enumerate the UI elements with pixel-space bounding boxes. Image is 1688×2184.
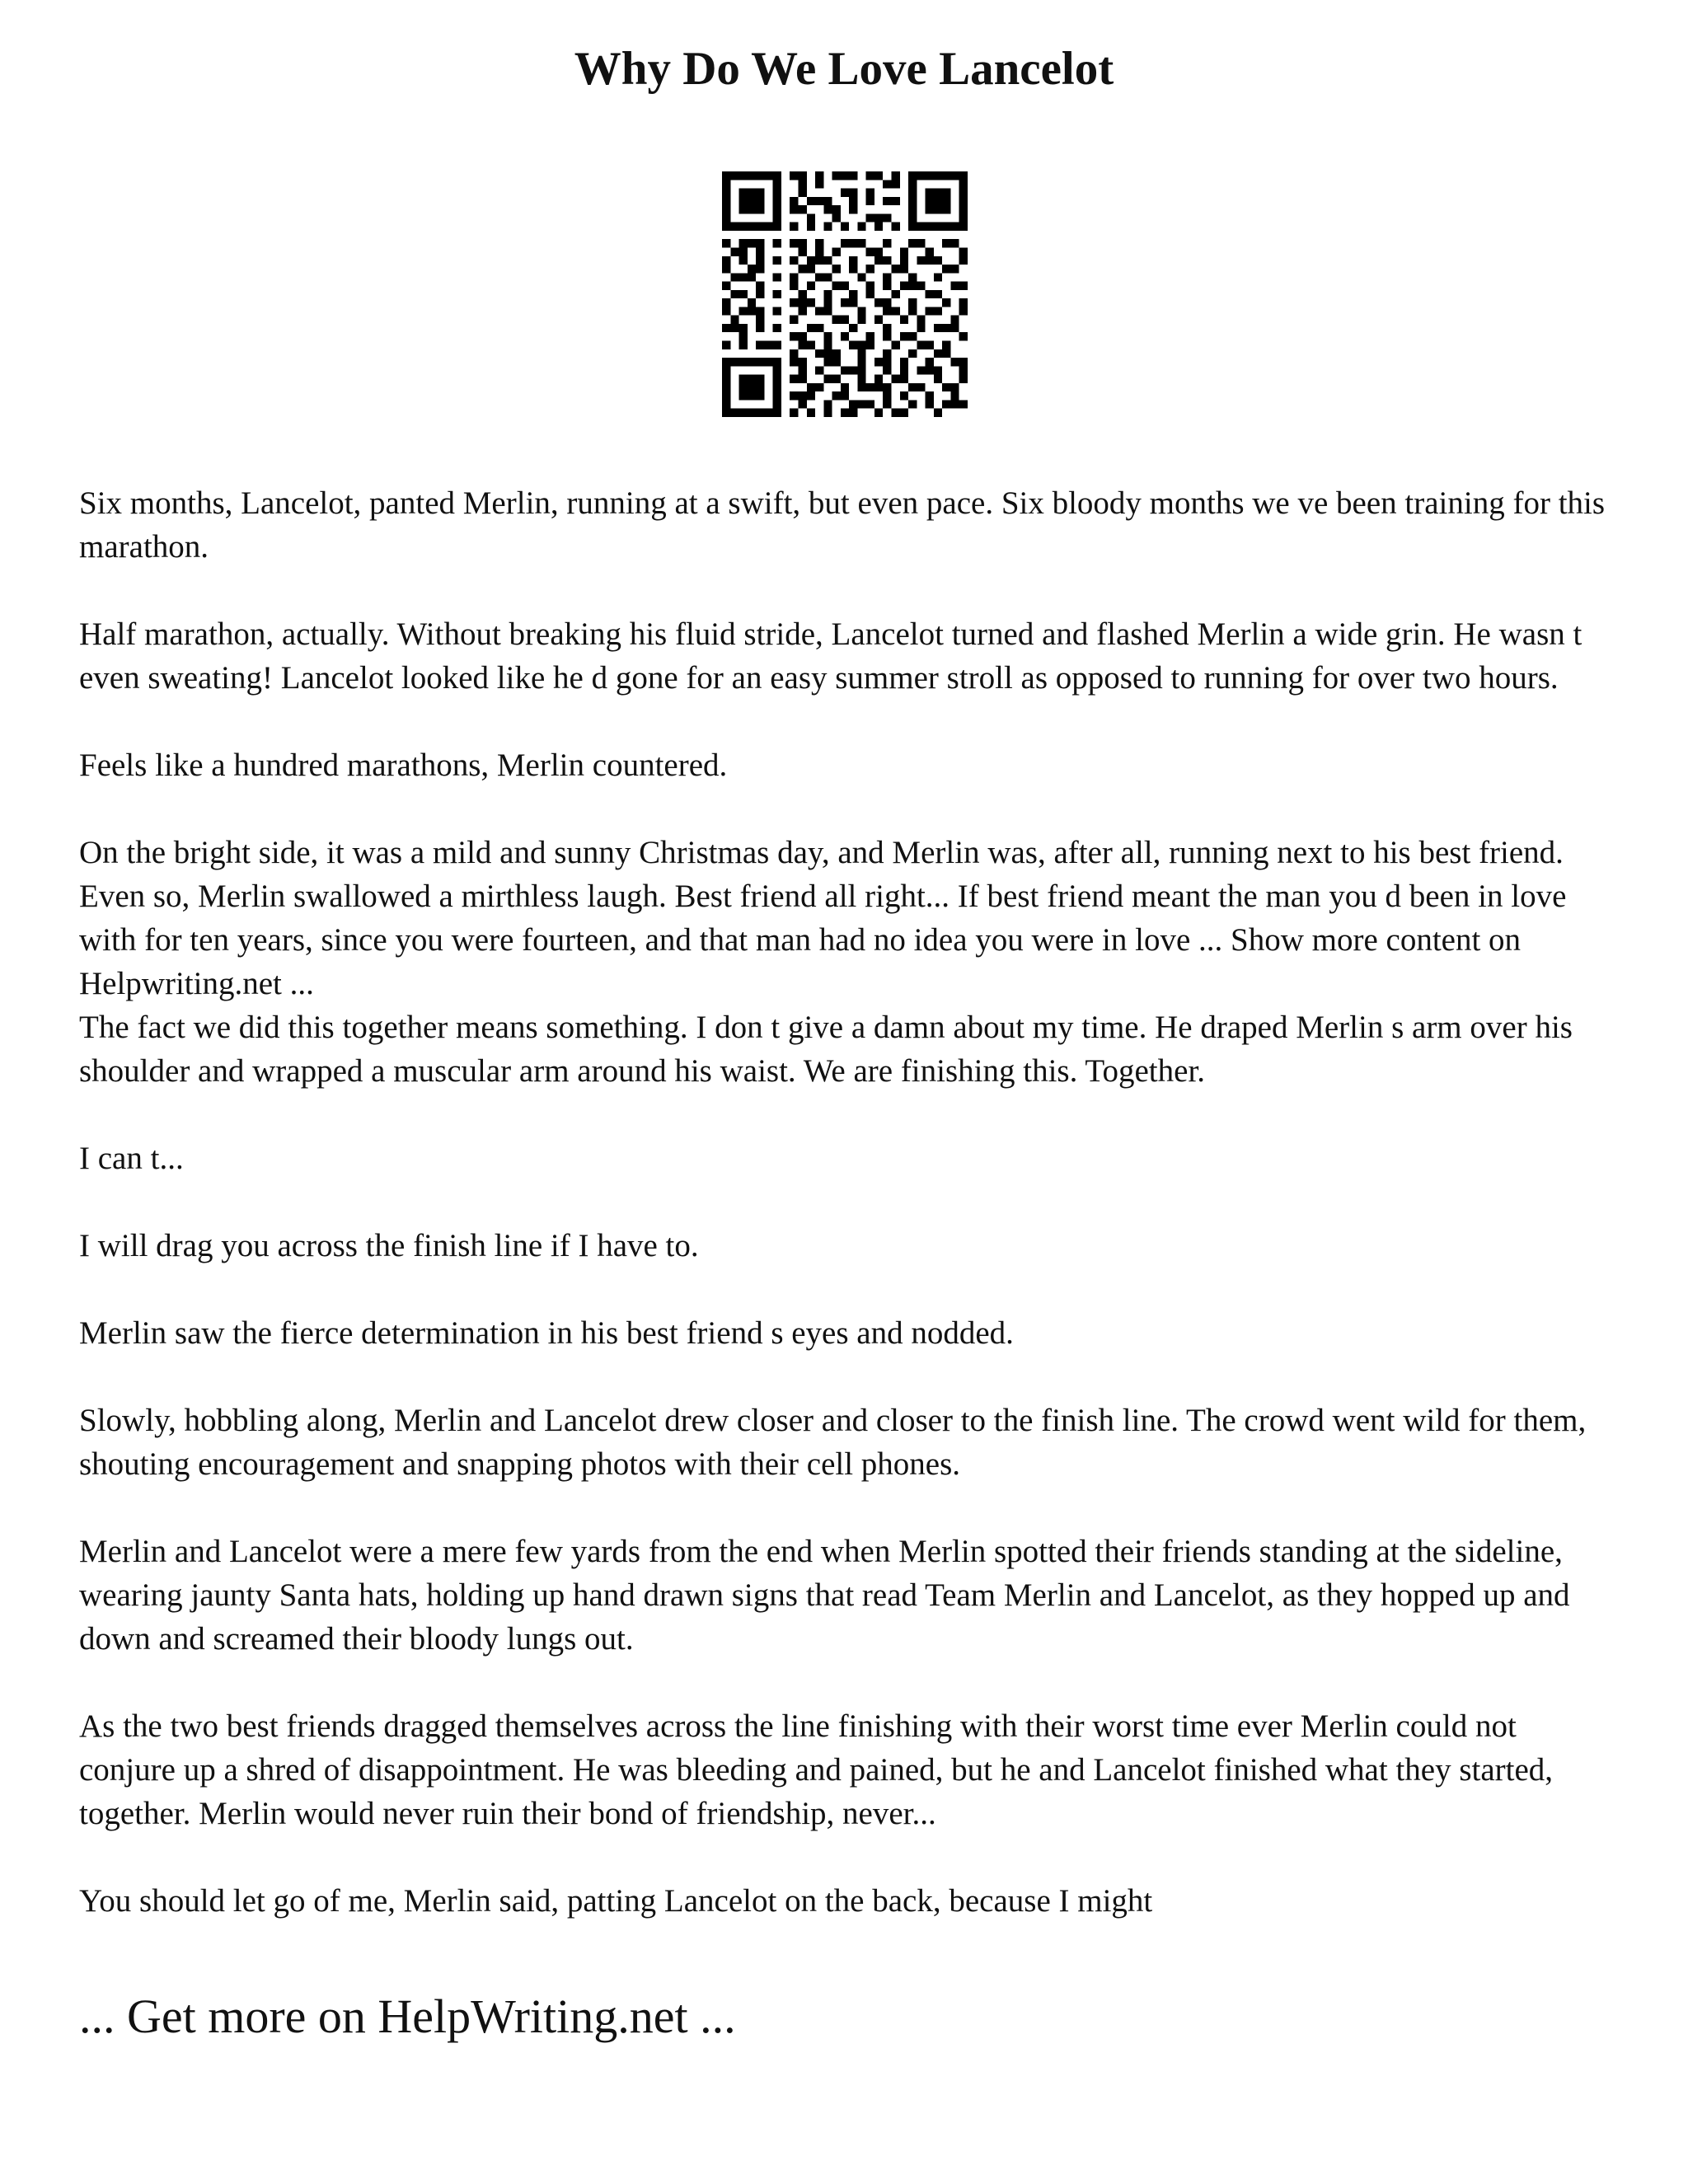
document-title: Why Do We Love Lancelot: [574, 43, 1114, 95]
paragraph: I will drag you across the finish line if I have to.: [79, 1228, 699, 1263]
paragraph: Merlin saw the fierce determination in his best friend s eyes and nodded.: [79, 1315, 1014, 1351]
paragraph: The fact we did this together means something. I don t give a damn about my time. He draped Merlin s arm over his shoulder and wrapped a muscular arm around his waist. We are finishing this. Together.: [79, 1010, 1573, 1089]
paragraph: Feels like a hundred marathons, Merlin countered.: [79, 748, 728, 783]
paragraph: Six months, Lancelot, panted Merlin, running at a swift, but even pace. Six bloody months we ve been training for this marathon.: [79, 485, 1606, 565]
paragraph: Slowly, hobbling along, Merlin and Lancelot drew closer and closer to the finish line. The crowd went wild for them, shouting encouragement and snapping photos with their cell phones.: [79, 1403, 1587, 1482]
qr-code-icon: [722, 171, 968, 417]
paragraph: As the two best friends dragged themselves across the line finishing with their worst time ever Merlin could not conjure up a shred of disappointment. He was bleeding and pained, but he and Lancelot finished what they started, together. Merlin would never ruin their bond of friendship, never...: [79, 1708, 1554, 1831]
paragraph: Merlin and Lancelot were a mere few yards from the end when Merlin spotted their friends standing at the sideline, wearing jaunty Santa hats, holding up hand drawn signs that read Team Merlin and Lancelot, as they hopped up and down and screamed their bloody lungs out.: [79, 1534, 1570, 1657]
paragraph: Half marathon, actually. Without breaking his fluid stride, Lancelot turned and flashed Merlin a wide grin. He wasn t even sweating! Lancelot looked like he d gone for an easy summer stroll as opposed to running for over two hours.: [79, 616, 1582, 696]
paragraph: I can t...: [79, 1141, 184, 1176]
article-body: [79, 481, 1620, 1923]
get-more-link[interactable]: ... Get more on HelpWriting.net ...: [79, 1990, 736, 2043]
paragraph: You should let go of me, Merlin said, patting Lancelot on the back, because I might: [79, 1883, 1153, 1919]
paragraph: On the bright side, it was a mild and sunny Christmas day, and Merlin was, after all, running next to his best friend. Even so, Merlin swallowed a mirthless laugh. Best friend all right... If best friend meant the man you d been in love with for ten years, since you were fourteen, and that man had no idea you were in love ... Show more content on Helpwriting.net ...: [79, 835, 1567, 1001]
